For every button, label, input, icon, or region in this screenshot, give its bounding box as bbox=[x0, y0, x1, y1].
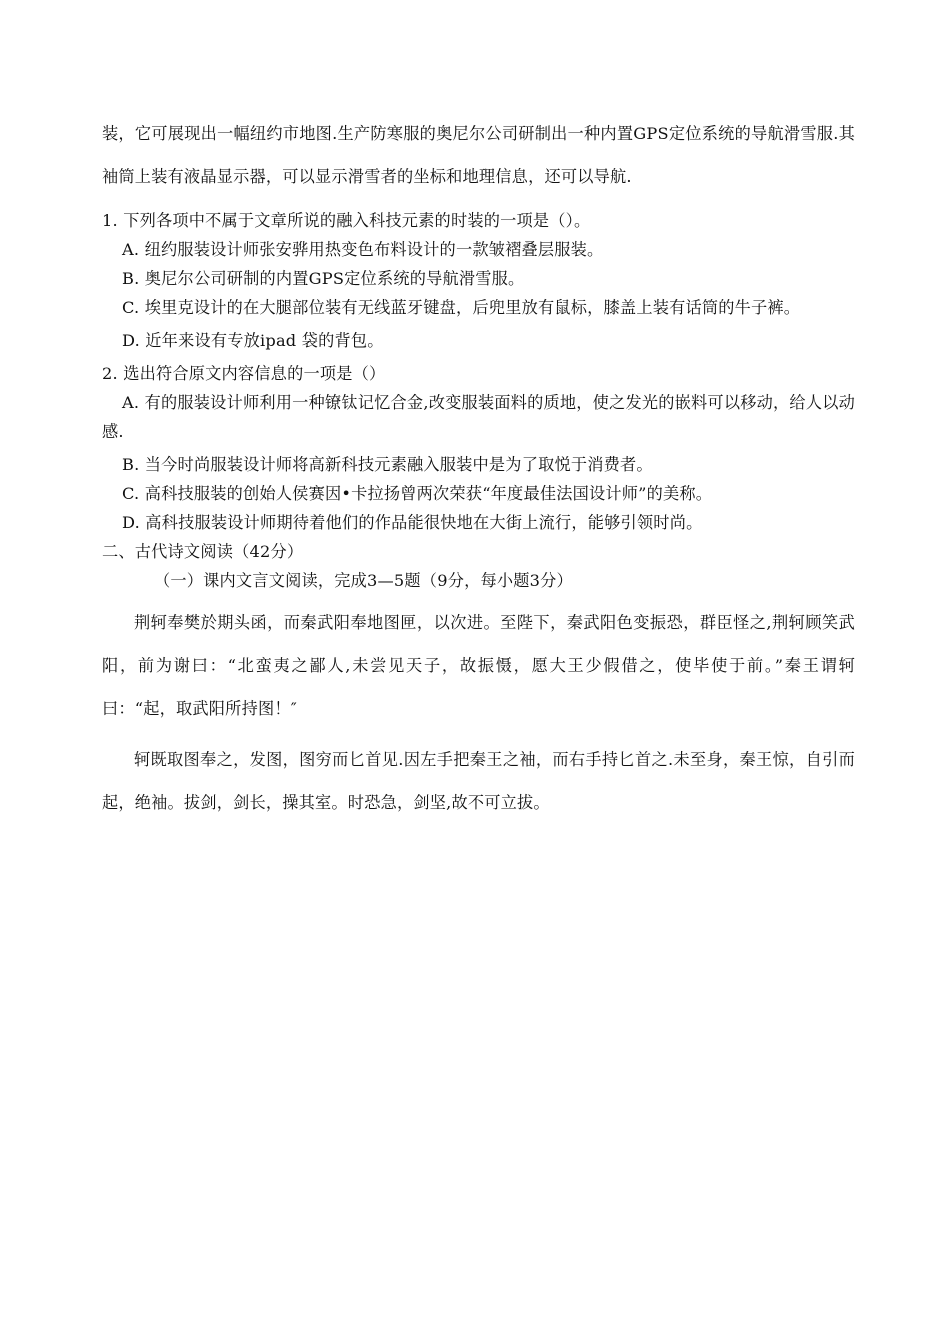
option-c: C. 埃里克设计的在大腿部位装有无线蓝牙键盘，后兜里放有鼠标，膝盖上装有话筒的牛子裤。 bbox=[122, 298, 801, 317]
option-d: D. 高科技服装设计师期待着他们的作品能很快地在大街上流行，能够引领时尚。 bbox=[122, 513, 703, 532]
question-1 bbox=[102, 206, 855, 355]
option-a: A. 纽约服装设计师张安骅用热变色布料设计的一款皱褶叠层服装。 bbox=[122, 240, 604, 259]
subsection-heading: （一）课内文言文阅读，完成3—5题（9分，每小题3分） bbox=[154, 571, 573, 590]
option-d: D. 近年来设有专放ipad 袋的背包。 bbox=[122, 331, 384, 350]
classical-paragraph-1: 荆轲奉樊於期头函，而秦武阳奉地图匣，以次进。至陛下，秦武阳色变振恐，群臣怪之,荆轲顾笑武阳，前为谢曰：“北蛮夷之鄙人,未尝见天子，故振慑，愿大王少假借之，使毕使于前。”秦王谓轲曰：“起，取武阳所持图！″ bbox=[102, 613, 855, 718]
option-b: B. 当今时尚服装设计师将高新科技元素融入服装中是为了取悦于消费者。 bbox=[122, 455, 653, 474]
option-a: A. 有的服装设计师利用一种镣钛记忆合金,改变服装面料的质地，使之发光的嵌料可以移动，给人以动感. bbox=[102, 393, 855, 441]
intro-paragraph: 装，它可展现出一幅纽约市地图.生产防寒服的奥尼尔公司研制出一种内置GPS定位系统的导航滑雪服.其袖筒上装有液晶显示器，可以显示滑雪者的坐标和地理信息，还可以导航. bbox=[102, 124, 855, 186]
classical-paragraph-2: 轲既取图奉之，发图，图穷而匕首见.因左手把秦王之袖，而右手持匕首之.未至身，秦王惊，自引而起，绝袖。拔剑，剑长，操其室。时恐急，剑坚,故不可立拔。 bbox=[102, 750, 855, 812]
question-2 bbox=[102, 359, 855, 537]
option-b: B. 奥尼尔公司研制的内置GPS定位系统的导航滑雪服。 bbox=[122, 269, 525, 288]
section-heading: 二、古代诗文阅读（42分） bbox=[102, 542, 304, 561]
question-stem: 2. 选出符合原文内容信息的一项是（） bbox=[102, 364, 386, 383]
question-stem: 1. 下列各项中不属于文章所说的融入科技元素的时装的一项是（）。 bbox=[102, 211, 591, 230]
option-c: C. 高科技服装的创始人侯赛因•卡拉扬曾两次荣获“年度最佳法国设计师”的美称。 bbox=[122, 484, 713, 503]
spacer bbox=[102, 198, 855, 206]
spacer bbox=[102, 730, 855, 738]
